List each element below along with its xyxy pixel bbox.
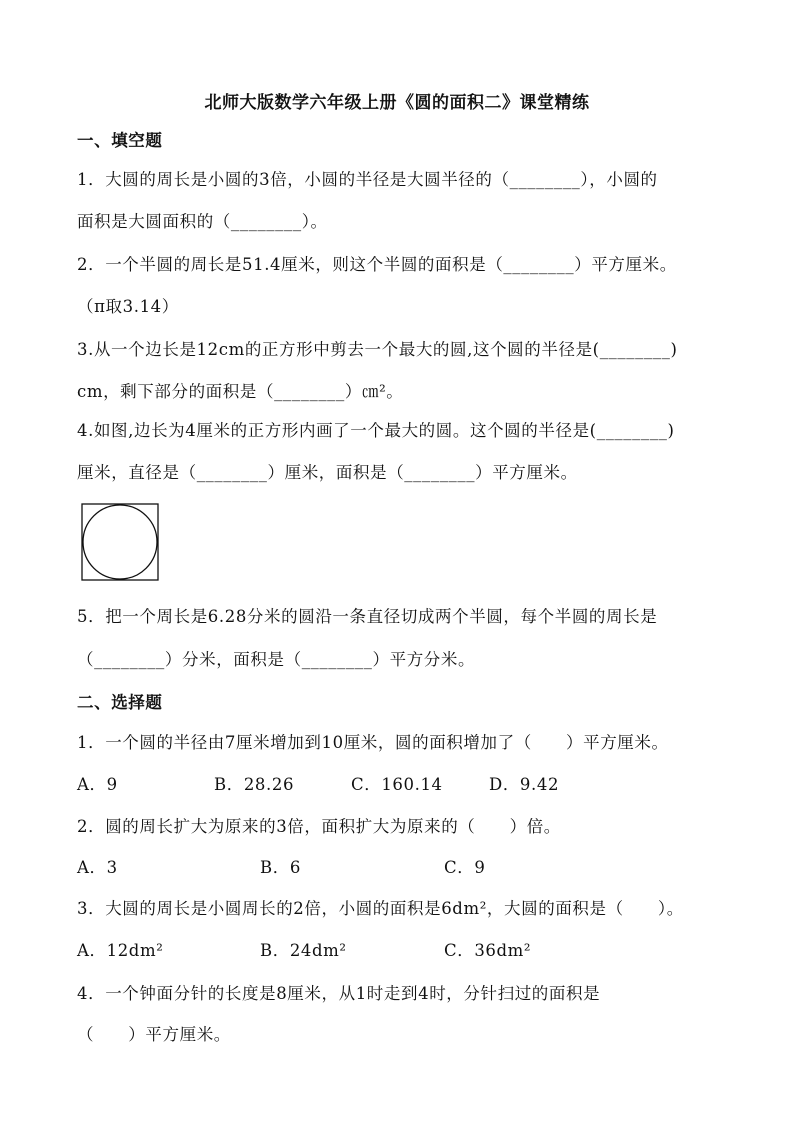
- choice-q1-option-c: C．160.14: [351, 775, 443, 794]
- fill-q3-line1: 3.从一个边长是12cm的正方形中剪去一个最大的圆,这个圆的半径是(________): [77, 340, 678, 359]
- section-fill-blank-heading: 一、填空题: [77, 131, 163, 150]
- choice-q3-option-b: B．24dm²: [260, 941, 347, 960]
- fill-q1-line1: 1．大圆的周长是小圆的3倍，小圆的半径是大圆半径的（________），小圆的: [77, 170, 658, 189]
- choice-q2-text: 2．圆的周长扩大为原来的3倍，面积扩大为原来的（ ）倍。: [77, 817, 561, 836]
- choice-q2-option-b: B．6: [260, 858, 301, 877]
- fill-q5-line1: 5．把一个周长是6.28分米的圆沿一条直径切成两个半圆，每个半圆的周长是: [77, 607, 658, 626]
- square-with-circle-figure: [81, 503, 159, 581]
- choice-q3-text: 3．大圆的周长是小圆周长的2倍，小圆的面积是6dm²，大圆的面积是（ ）。: [77, 899, 684, 918]
- choice-q4-line2: （ ）平方厘米。: [77, 1025, 231, 1044]
- fill-q5-line2: （________）分米，面积是（________）平方分米。: [77, 650, 476, 669]
- section-choice-heading: 二、选择题: [77, 693, 163, 712]
- fill-q3-line2: cm，剩下部分的面积是（________）㎝²。: [77, 382, 404, 401]
- choice-q3-option-c: C．36dm²: [444, 941, 532, 960]
- inscribed-circle-shape: [83, 505, 157, 579]
- page-title: 北师大版数学六年级上册《圆的面积二》课堂精练: [204, 93, 590, 113]
- choice-q1-option-b: B．28.26: [214, 775, 295, 794]
- choice-q1-text: 1．一个圆的半径由7厘米增加到10厘米，圆的面积增加了（ ）平方厘米。: [77, 733, 669, 752]
- fill-q2-line1: 2．一个半圆的周长是51.4厘米，则这个半圆的面积是（________）平方厘米。: [77, 255, 677, 274]
- fill-q2-line2: （π取3.14）: [77, 297, 179, 316]
- fill-q4-line2: 厘米，直径是（________）厘米，面积是（________）平方厘米。: [77, 463, 578, 482]
- fill-q4-line1: 4.如图,边长为4厘米的正方形内画了一个最大的圆。这个圆的半径是(________): [77, 421, 675, 440]
- choice-q4-line1: 4．一个钟面分针的长度是8厘米，从1时走到4时，分针扫过的面积是: [77, 984, 601, 1003]
- choice-q2-option-a: A．3: [77, 858, 118, 877]
- fill-q1-line2: 面积是大圆面积的（________）。: [77, 212, 328, 231]
- choice-q2-option-c: C．9: [444, 858, 486, 877]
- choice-q3-option-a: A．12dm²: [77, 941, 164, 960]
- choice-q1-option-a: A．9: [77, 775, 118, 794]
- choice-q1-option-d: D．9.42: [489, 775, 560, 794]
